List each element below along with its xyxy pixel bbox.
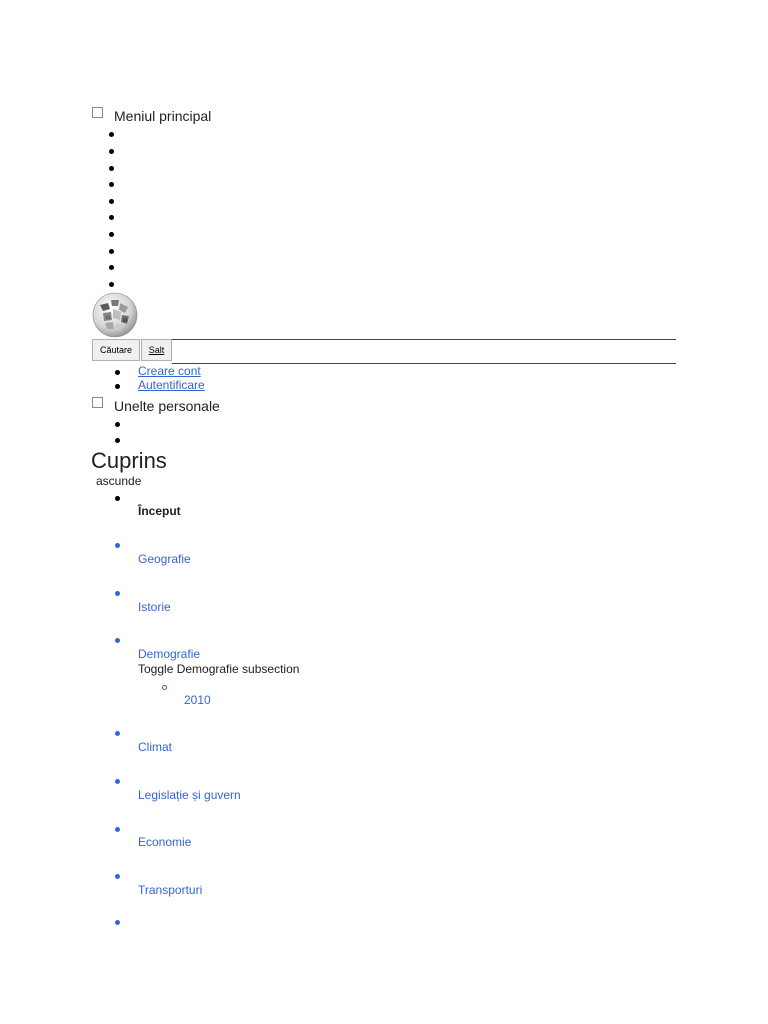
- main-menu-checkbox[interactable]: [92, 107, 103, 118]
- list-item[interactable]: [115, 438, 120, 443]
- list-item[interactable]: [109, 232, 114, 237]
- toc-item-legislatie[interactable]: Legislație și guvern: [138, 788, 241, 802]
- list-item: [115, 543, 120, 548]
- list-item[interactable]: [109, 149, 114, 154]
- list-item: [115, 384, 120, 389]
- list-item: [115, 591, 120, 596]
- search-button[interactable]: Căutare: [92, 339, 140, 361]
- list-item[interactable]: [115, 422, 120, 427]
- go-button[interactable]: Salt: [141, 339, 172, 361]
- list-item[interactable]: [115, 920, 120, 925]
- toc-item-demografie-2010[interactable]: 2010: [184, 693, 211, 707]
- toc-demografie-subsection-toggle[interactable]: Toggle Demografie subsection: [138, 662, 300, 676]
- toc-item-transporturi[interactable]: Transporturi: [138, 883, 203, 897]
- list-item: [162, 685, 167, 690]
- toc-item-istorie[interactable]: Istorie: [138, 600, 171, 614]
- personal-tools-label[interactable]: Unelte personale: [114, 398, 220, 414]
- list-item[interactable]: [109, 166, 114, 171]
- toc-item-demografie[interactable]: Demografie: [138, 647, 201, 661]
- list-item[interactable]: [109, 199, 114, 204]
- list-item[interactable]: [109, 182, 114, 187]
- toc-hide-toggle[interactable]: ascunde: [96, 474, 142, 488]
- toc-item-start[interactable]: Început: [138, 504, 181, 518]
- list-item: [115, 874, 120, 879]
- toc-item-economie[interactable]: Economie: [138, 835, 192, 849]
- login-link[interactable]: Autentificare: [138, 378, 205, 392]
- toc-item-geografie[interactable]: Geografie: [138, 552, 191, 566]
- list-item[interactable]: [109, 265, 114, 270]
- list-item[interactable]: [109, 249, 114, 254]
- search-input-bottom-border: [172, 363, 676, 364]
- list-item: [115, 731, 120, 736]
- list-item[interactable]: [109, 282, 114, 287]
- toc-item-climat[interactable]: Climat: [138, 740, 173, 754]
- list-item[interactable]: [109, 132, 114, 137]
- toc-title: Cuprins: [91, 448, 167, 473]
- personal-tools-checkbox[interactable]: [92, 397, 103, 408]
- create-account-link[interactable]: Creare cont: [138, 364, 201, 378]
- list-item: [115, 638, 120, 643]
- main-menu-label[interactable]: Meniul principal: [114, 108, 212, 124]
- list-item: [115, 496, 120, 501]
- list-item[interactable]: [109, 215, 114, 220]
- svg-text:Ω: Ω: [106, 315, 111, 321]
- wikipedia-globe-logo[interactable]: [90, 291, 140, 339]
- list-item: [115, 779, 120, 784]
- list-item: [115, 827, 120, 832]
- search-input[interactable]: [172, 340, 676, 363]
- list-item: [115, 370, 120, 375]
- svg-text:И: И: [123, 318, 128, 324]
